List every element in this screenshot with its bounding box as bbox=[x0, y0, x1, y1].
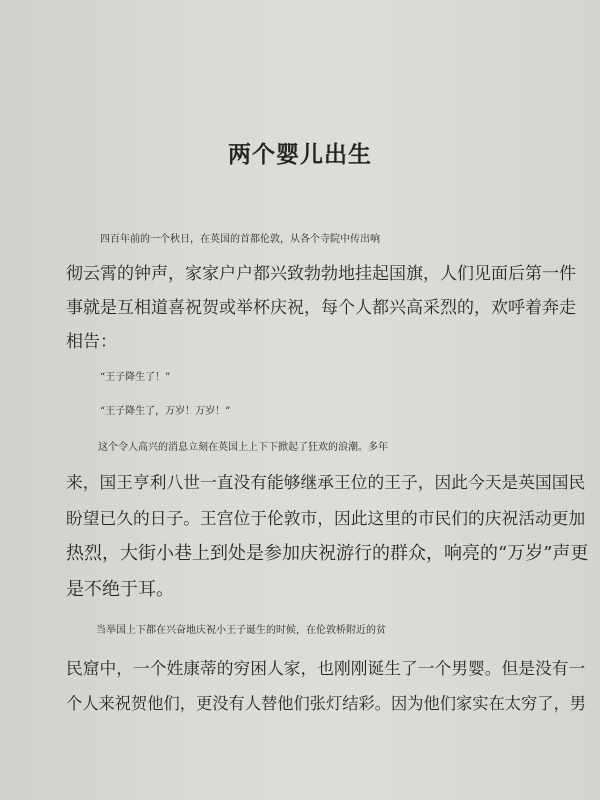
text-line: 这个令人高兴的消息立刻在英国上上下下掀起了狂欢的浪潮。多年 bbox=[98, 442, 388, 453]
text-line: 热烈，大街小巷上到处是参加庆祝游行的群众，响亮的“万岁”声更 bbox=[66, 543, 589, 564]
text-line: 相告： bbox=[66, 332, 117, 352]
text-line: 彻云霄的钟声，家家户户都兴致勃勃地挂起国旗，人们见面后第一件 bbox=[66, 264, 576, 284]
text-line: 民窟中，一个姓康蒂的穷困人家，也刚刚诞生了一个男婴。但是没有一 bbox=[66, 658, 586, 678]
text-line: “王子降生了，万岁！万岁！” bbox=[100, 406, 231, 417]
text-line: 四百年前的一个秋日，在英国的首都伦敦，从各个寺院中传出响 bbox=[100, 234, 380, 245]
text-line: 事就是互相道喜祝贺或举杯庆祝，每个人都兴高采烈的，欢呼着奔走 bbox=[66, 298, 576, 318]
text-line: 盼望已久的日子。王宫位于伦敦市，因此这里的市民们的庆祝活动更加 bbox=[66, 508, 586, 528]
text-line: 是不绝于耳。 bbox=[66, 579, 174, 600]
text-line: 来，国王亨利八世一直没有能够继承王位的王子，因此今天是英国国民 bbox=[66, 472, 586, 492]
text-line: 当举国上下都在兴奋地庆祝小王子诞生的时候，在伦敦桥附近的贫 bbox=[96, 625, 386, 636]
text-line: “王子降生了！” bbox=[100, 372, 171, 383]
chapter-title: 两个婴儿出生 bbox=[228, 141, 372, 168]
text-line: 个人来祝贺他们，更没有人替他们张灯结彩。因为他们家实在太穷了，男 bbox=[66, 694, 586, 713]
